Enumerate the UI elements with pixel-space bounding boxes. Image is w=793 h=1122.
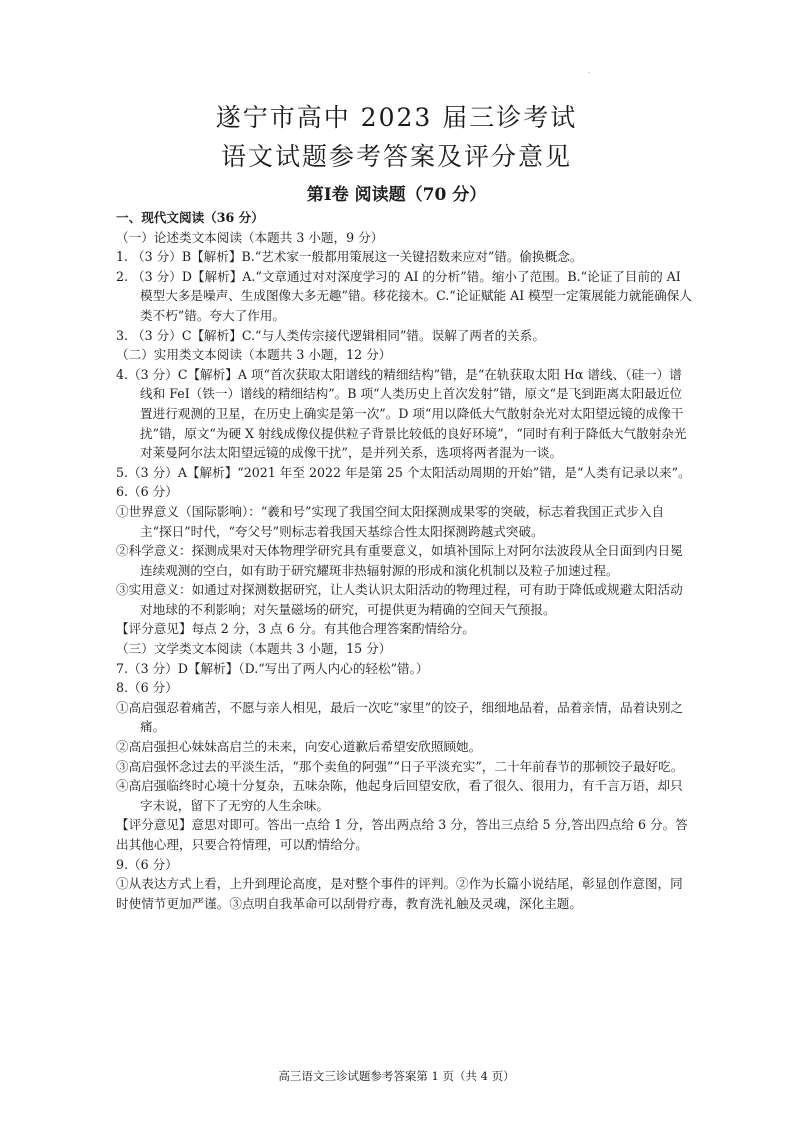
answer-point: ②科学意义：探测成果对天体物理学研究具有重要意义，如填补国际上对阿尔法波段从全日面到内日冕连续观测的空白，如有助于研究耀斑非热辐射源的形成和演化机制以及粒子加速过程。	[116, 543, 683, 578]
answer-item-4: 4.（3 分）C【解析】A 项“首次获取太阳谱线的精细结构”错，是“在轨获取太阳 Hα 谱线、（硅一）谱线和 FeⅠ（铁一）谱线的精细结构”。B 项“人类历史上首次发射”错，原文“是飞到距离太阳最近位置进行观测的卫星，在历史上确实是第一次”。D 项“用以降低大气散射杂光对太阳望远镜的成像干扰”错，原文“为硬 X 射线成像仪提供粒子背景比较低的良好环境”，“同时有利于降低大气散射杂光对莱曼阿尔法太阳望远镜的成像干扰”，是并列关系，选项将两者混为一谈。	[116, 366, 687, 461]
answer-point: ①高启强忍着痛苦，不愿与亲人相见，最后一次吃“家里”的饺子，细细地品着，品着亲情，品着诀别之痛。	[116, 699, 684, 735]
answer-item-3: 3. （3 分）C【解析】C.“与人类传宗接代逻辑相同”错。误解了两者的关系。	[116, 327, 545, 343]
section-title: 第Ⅰ卷 阅读题（70 分）	[306, 185, 487, 205]
answer-item-6: 6.（6 分）	[116, 484, 178, 500]
answer-item-8: 8.（6 分）	[116, 680, 178, 696]
answer-point: ④高启强临终时心境十分复杂，五味杂陈，他起身后回望安欣，看了很久、很用力，有千言万语，却只字未说，留下了无穷的人生余味。	[116, 778, 683, 813]
subsection-heading: （三）文学类文本阅读（本题共 3 小题，15 分）	[116, 641, 392, 657]
section-heading: 一、现代文阅读（36 分）	[116, 210, 264, 225]
scoring-note: 【评分意见】每点 2 分，3 点 6 分。有其他合理答案酌情给分。	[116, 621, 475, 637]
answer-item-2: 2. （3 分）D【解析】A.“文章通过对对深度学习的 AI 的分析”错。缩小了范围。B.“论证了目前的 AI 模型大多是噪声、生成图像大多无趣”错。移花接木。C.“论证赋能 AI 模型一定策展能力就能确保人类不朽”错。夸大了作用。	[116, 268, 692, 323]
answer-point: ①世界意义（国际影响）：“羲和号”实现了我国空间太阳探测成果零的突破，标志着我国正式步入自主“探日”时代，“夸父号”则标志着我国天基综合性太阳探测跨越式突破。	[116, 503, 665, 539]
answer-item-1: 1. （3 分）B【解析】B.“艺术家一般都用策展这一关键招数来应对”错。偷换概念。	[116, 249, 583, 265]
scoring-note: 【评分意见】意思对即可。答出一点给 1 分，答出两点给 3 分，答出三点给 5 分,答出四点给 6 分。答出其他心理，只要合符情理，可以酌情给分。	[116, 817, 688, 852]
page-footer: 高三语文三诊试题参考答案第 1 页（共 4 页）	[278, 1069, 515, 1083]
document-subtitle: 语文试题参考答案及评分意见	[220, 142, 572, 171]
answer-item-9: 9.（6 分）	[116, 856, 178, 872]
answer-point: ③高启强怀念过去的平淡生活，“那个卖鱼的阿强”“日子平淡充实”，二十年前春节的那顿饺子最好吃。	[116, 758, 684, 774]
answer-item-5: 5.（3 分）A【解析】“2021 年至 2022 年是第 25 个太阳活动周期的开始”错，是“人类有记录以来”。	[116, 464, 691, 480]
answer-point: ③实用意义：如通过对探测数据研究，让人类认识太阳活动的物理过程，可有助于降低或规避太阳活动对地球的不利影响；对矢量磁场的研究，可提供更为精确的空间天气预报。	[116, 582, 683, 617]
scan-mark: ·	[588, 70, 590, 77]
exam-title: 遂宁市高中 2023 届三诊考试	[215, 103, 578, 132]
answer-content	[116, 208, 694, 913]
answer-point: ②高启强担心妹妹高启兰的未来，向安心道歉后希望安欣照顾她。	[116, 739, 482, 755]
subsection-heading: （一）论述类文本阅读（本题共 3 小题，9 分）	[116, 229, 384, 245]
answer-item-7: 7.（3 分）D【解析】（D.“写出了两人内心的轻松”错。）	[116, 660, 429, 676]
subsection-heading: （二）实用类文本阅读（本题共 3 小题，12 分）	[116, 347, 392, 363]
answer-point: ①从表达方式上看，上升到理论高度，是对整个事件的评判。②作为长篇小说结尾，彰显创作意图，同时使情节更加严谨。③点明自我革命可以刮骨疗毒，教育洗礼触及灵魂，深化主题。	[116, 876, 683, 911]
